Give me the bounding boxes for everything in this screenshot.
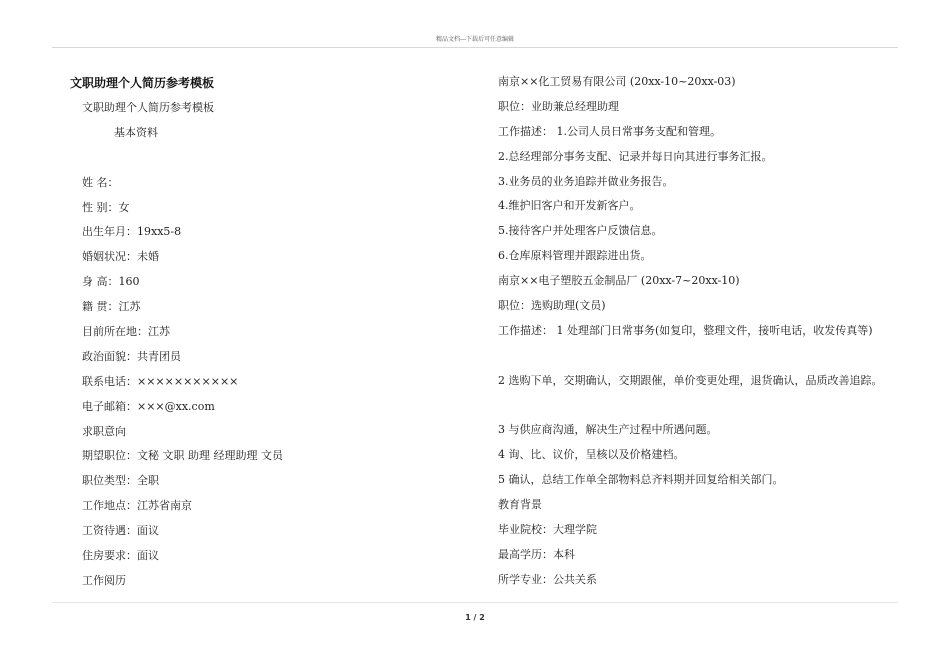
- job1-duty-5: 5.接待客户并处理客户反馈信息。: [498, 224, 663, 238]
- info-marital: 婚姻状况：未婚: [82, 250, 159, 264]
- section-work-experience: 工作阅历: [82, 573, 126, 587]
- section-education: 教育背景: [498, 498, 542, 512]
- job1-duty-1: 工作描述： 1.公司人员日常事务支配和管理。: [498, 124, 721, 138]
- job1-duty-6: 6.仓库原料管理并跟踪进出货。: [498, 249, 652, 263]
- job2-position: 职位：选购助理(文员): [498, 299, 606, 313]
- job1-duty-4: 4.维护旧客户和开发新客户。: [498, 199, 641, 213]
- footer-divider: [52, 602, 898, 603]
- header-divider: [52, 47, 898, 48]
- info-height: 身 高：160: [82, 275, 140, 289]
- intent-position: 期望职位：文秘 文职 助理 经理助理 文员: [82, 449, 283, 463]
- job1-duty-2: 2.总经理部分事务支配、记录并每日向其进行事务汇报。: [498, 149, 773, 163]
- info-political: 政治面貌：共青团员: [82, 349, 181, 363]
- intent-location: 工作地点：江苏省南京: [82, 499, 192, 513]
- section-job-intent: 求职意向: [82, 424, 126, 438]
- info-phone: 联系电话：×××××××××××: [82, 374, 239, 388]
- right-column: [498, 70, 918, 593]
- left-column: [70, 70, 470, 594]
- edu-degree: 最高学历：本科: [498, 547, 575, 561]
- job2-duty-1: 工作描述： 1 处理部门日常事务(如复印，整理文件，接听电话，收发传真等): [498, 323, 873, 337]
- edu-major: 所学专业：公共关系: [498, 572, 597, 586]
- edu-school: 毕业院校：大理学院: [498, 523, 597, 537]
- section-basic-info: 基本资料: [114, 125, 158, 139]
- intent-housing: 住房要求：面议: [82, 549, 159, 563]
- intent-type: 职位类型：全职: [82, 474, 159, 488]
- job1-duty-3: 3.业务员的业务追踪并做业务报告。: [498, 174, 674, 188]
- job1-position: 职位：业助兼总经理助理: [498, 99, 619, 113]
- info-location: 目前所在地：江苏: [82, 325, 170, 339]
- info-name: 姓 名：: [82, 175, 119, 189]
- page-number: 1 / 2: [465, 613, 485, 622]
- spacer: [498, 394, 918, 419]
- job1-company: 南京××化工贸易有限公司 (20xx-10~20xx-03): [498, 75, 736, 88]
- job2-duty-2: 2 选购下单，交期确认，交期跟催，单价变更处理，退货确认，品质改善追踪。: [498, 373, 883, 387]
- job2-duty-5: 5 确认，总结工作单全部物料总齐料期并回复给相关部门。: [498, 473, 784, 487]
- info-email: 电子邮箱：×××@xx.com: [82, 399, 215, 413]
- job2-duty-3: 3 与供应商沟通，解决生产过程中所遇问题。: [498, 423, 718, 437]
- document-title: 文职助理个人简历参考模板: [70, 76, 215, 90]
- spacer: [498, 344, 918, 369]
- spacer: [70, 146, 470, 171]
- info-gender: 性 别：女: [82, 200, 130, 214]
- job2-duty-4: 4 询、比、议价，呈核以及价格建档。: [498, 448, 685, 462]
- document-subtitle: 文职助理个人简历参考模板: [82, 101, 214, 114]
- header-note: 精品文档---下载后可任意编辑: [435, 36, 515, 43]
- info-hometown: 籍 贯：江苏: [82, 300, 141, 314]
- intent-salary: 工资待遇：面议: [82, 524, 159, 538]
- job2-company: 南京××电子塑胶五金制品厂 (20xx-7~20xx-10): [498, 274, 740, 288]
- info-birth: 出生年月：19xx5-8: [82, 225, 182, 239]
